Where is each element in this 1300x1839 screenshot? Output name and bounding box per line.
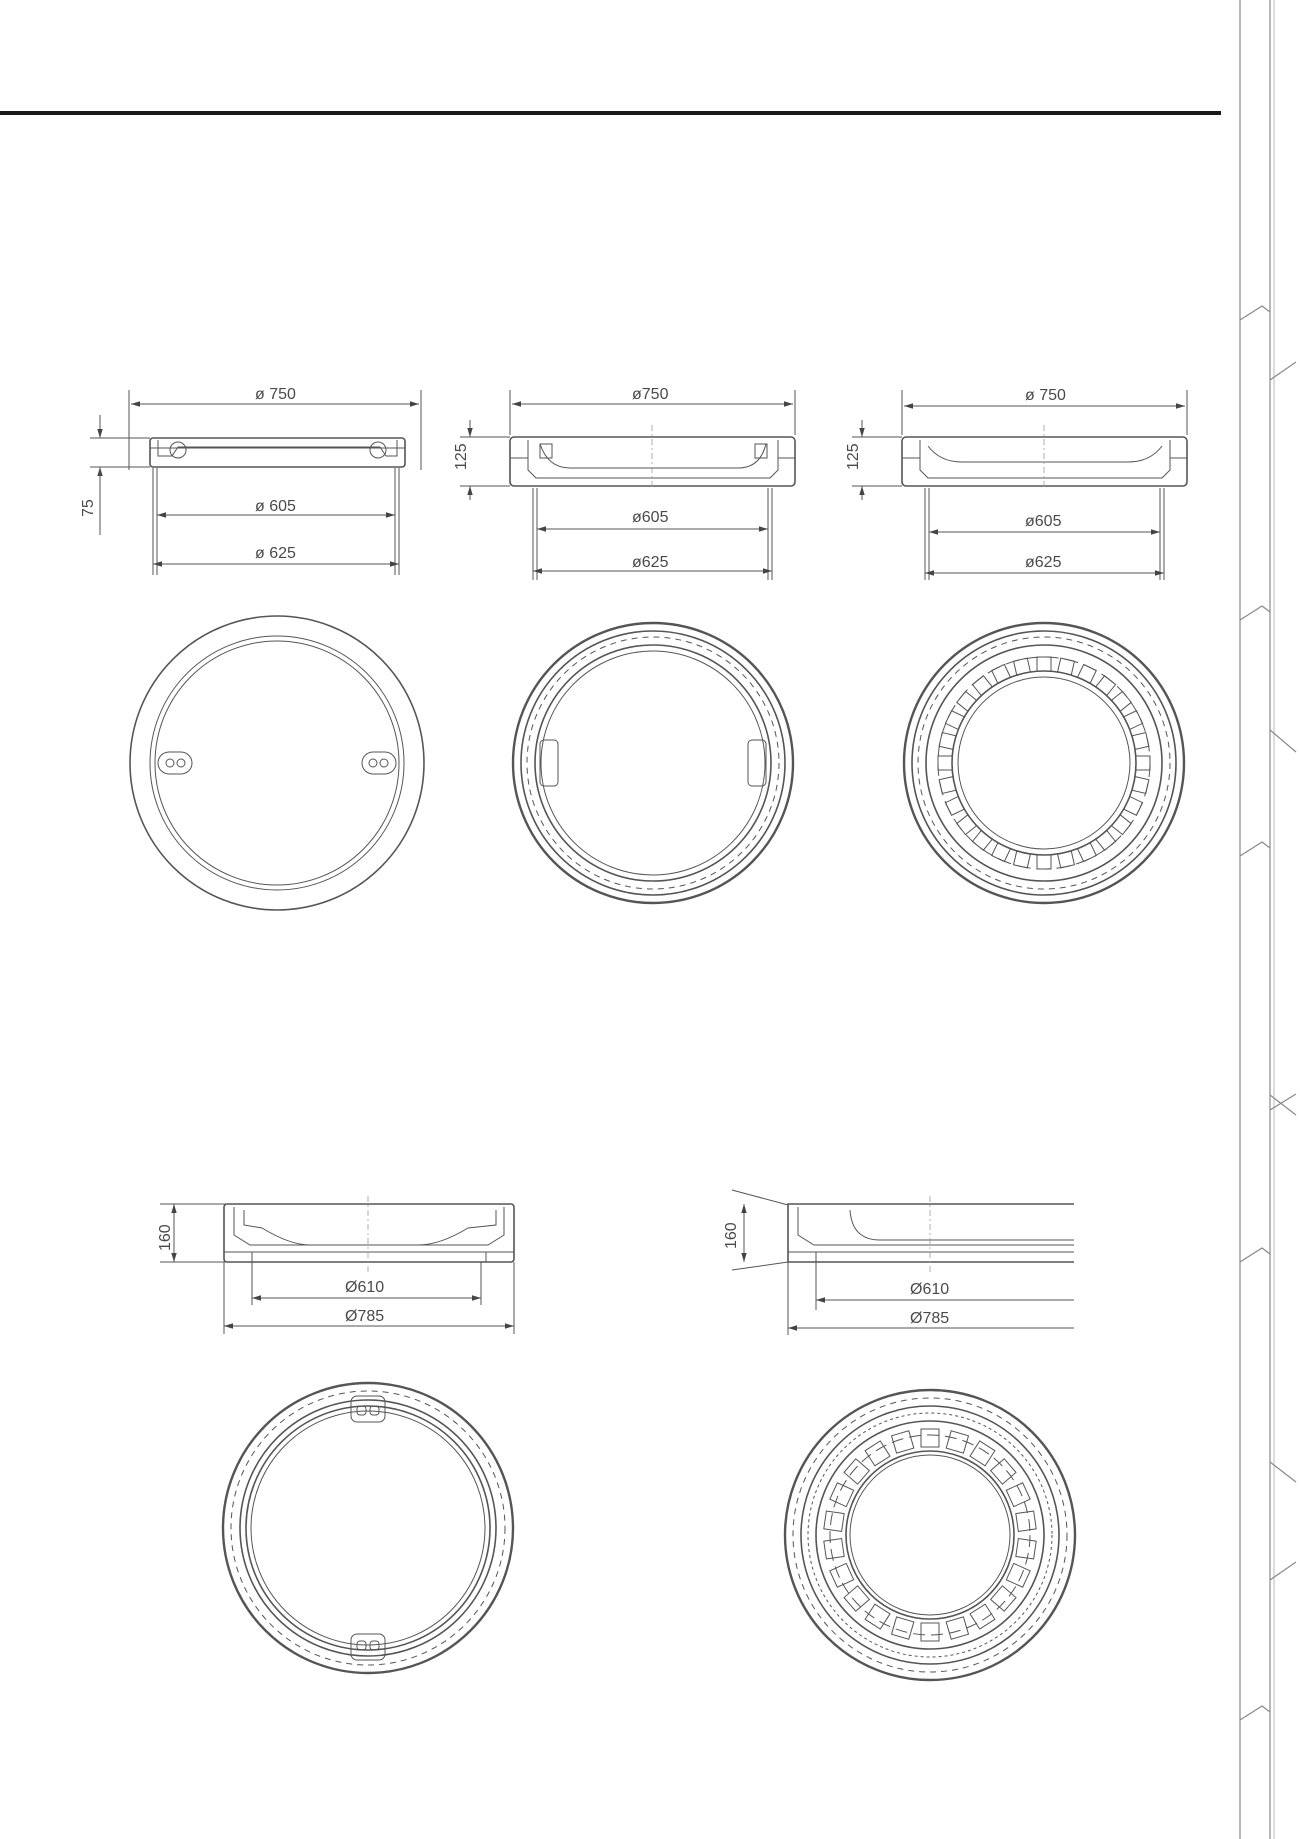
frame-e-inner-diameter: Ø610 (910, 1281, 950, 1298)
frame-c-cells-slot (1136, 756, 1150, 770)
frame-c-cells-slot (1112, 691, 1132, 711)
frame-c-cells-slot (957, 691, 977, 711)
frame-b-height: 125 (453, 443, 470, 470)
frame-e-cells-slot (1016, 1511, 1036, 1531)
frame-c-outer-diameter: ø 750 (1025, 387, 1066, 404)
frame-d-section (157, 1196, 514, 1334)
tab-8[interactable] (1240, 1248, 1270, 1262)
frame-c-cells-slot (1096, 676, 1116, 696)
frame-c-cells-slot (1132, 777, 1149, 794)
frame-c-cells-slot (1112, 815, 1132, 835)
frame-b-section (453, 386, 795, 580)
frame-d-plan (223, 1383, 513, 1673)
frame-c-cells-slot (945, 711, 964, 730)
frame-e-cells-slot (892, 1431, 914, 1453)
frame-c-cells-slot (992, 664, 1011, 683)
frame-e-cells-slot (824, 1539, 844, 1559)
frame-c-cells-slot (1078, 843, 1097, 862)
tab-3[interactable] (1240, 606, 1270, 620)
frame-e-cells-slot (946, 1617, 968, 1639)
frame-e-cells-slot (830, 1563, 854, 1587)
frame-c-seat-diameter: ø625 (1025, 554, 1062, 571)
frame-c-cells-slot (939, 733, 956, 750)
frame-c-cells (938, 657, 1150, 869)
frame-c-cells-slot (972, 676, 992, 696)
frame-e-cells-slot (830, 1483, 854, 1507)
frame-c-cells-slot (1037, 855, 1051, 869)
frame-c-cells-slot (1058, 658, 1075, 675)
frame-c-inner-diameter: ø605 (1025, 513, 1062, 530)
frame-c-cells-slot (1132, 733, 1149, 750)
frame-e-plan (785, 1390, 1075, 1680)
frame-c-cells-slot (1096, 831, 1116, 851)
frame-c-cells-slot (992, 843, 1011, 862)
frame-a-inner-diameter: ø 605 (255, 498, 296, 515)
frame-e-height: 160 (723, 1222, 740, 1249)
frame-a-height: 75 (80, 499, 97, 517)
frame-e-cells-slot (892, 1617, 914, 1639)
frame-e-cells-slot (1016, 1539, 1036, 1559)
index-tabs (1236, 0, 1300, 1839)
frame-d-inner-diameter: Ø610 (345, 1279, 385, 1296)
frame-c-cells-slot (945, 797, 964, 816)
frame-b-plan (513, 623, 793, 903)
frame-a-outer-diameter: ø 750 (255, 386, 296, 403)
frame-c-cells-slot (1037, 657, 1051, 671)
frame-c-cells-slot (972, 831, 992, 851)
frame-e-section (723, 1190, 1074, 1335)
tab-1[interactable] (1240, 306, 1270, 320)
frame-c-cells-slot (1124, 711, 1143, 730)
frame-e-cells-slot (1006, 1563, 1030, 1587)
frame-b-seat-diameter: ø625 (632, 554, 669, 571)
frame-e-cells-slot (921, 1623, 939, 1641)
frame-c-height: 125 (845, 443, 862, 470)
frame-e-outer-diameter: Ø785 (910, 1310, 950, 1327)
frame-c-cells-slot (1078, 664, 1097, 683)
frame-c-section (845, 387, 1187, 580)
frame-e-cells-slot (946, 1431, 968, 1453)
frame-a-plan (130, 616, 424, 910)
frame-c-cells-slot (1014, 658, 1031, 675)
tab-11[interactable] (1240, 1706, 1270, 1720)
frame-e-cells-slot (1006, 1483, 1030, 1507)
frame-b-outer-diameter: ø750 (632, 386, 669, 403)
frame-c-cells-slot (939, 777, 956, 794)
frame-d-outer-diameter: Ø785 (345, 1308, 385, 1325)
tab-5[interactable] (1240, 842, 1270, 856)
frame-c-plan (904, 623, 1184, 903)
frame-c-cells-slot (938, 756, 952, 770)
frame-a-seat-diameter: ø 625 (255, 545, 296, 562)
frame-c-cells-slot (1014, 851, 1031, 868)
frame-c-cells-slot (1058, 851, 1075, 868)
frame-e-cells-slot (921, 1429, 939, 1447)
frame-c-cells-slot (957, 815, 977, 835)
frame-b-inner-diameter: ø605 (632, 509, 669, 526)
frame-d-height: 160 (157, 1224, 174, 1251)
frame-a-section (80, 386, 421, 575)
frame-e-cells-slot (824, 1511, 844, 1531)
frame-e-cells (824, 1429, 1036, 1641)
frame-c-cells-slot (1124, 797, 1143, 816)
